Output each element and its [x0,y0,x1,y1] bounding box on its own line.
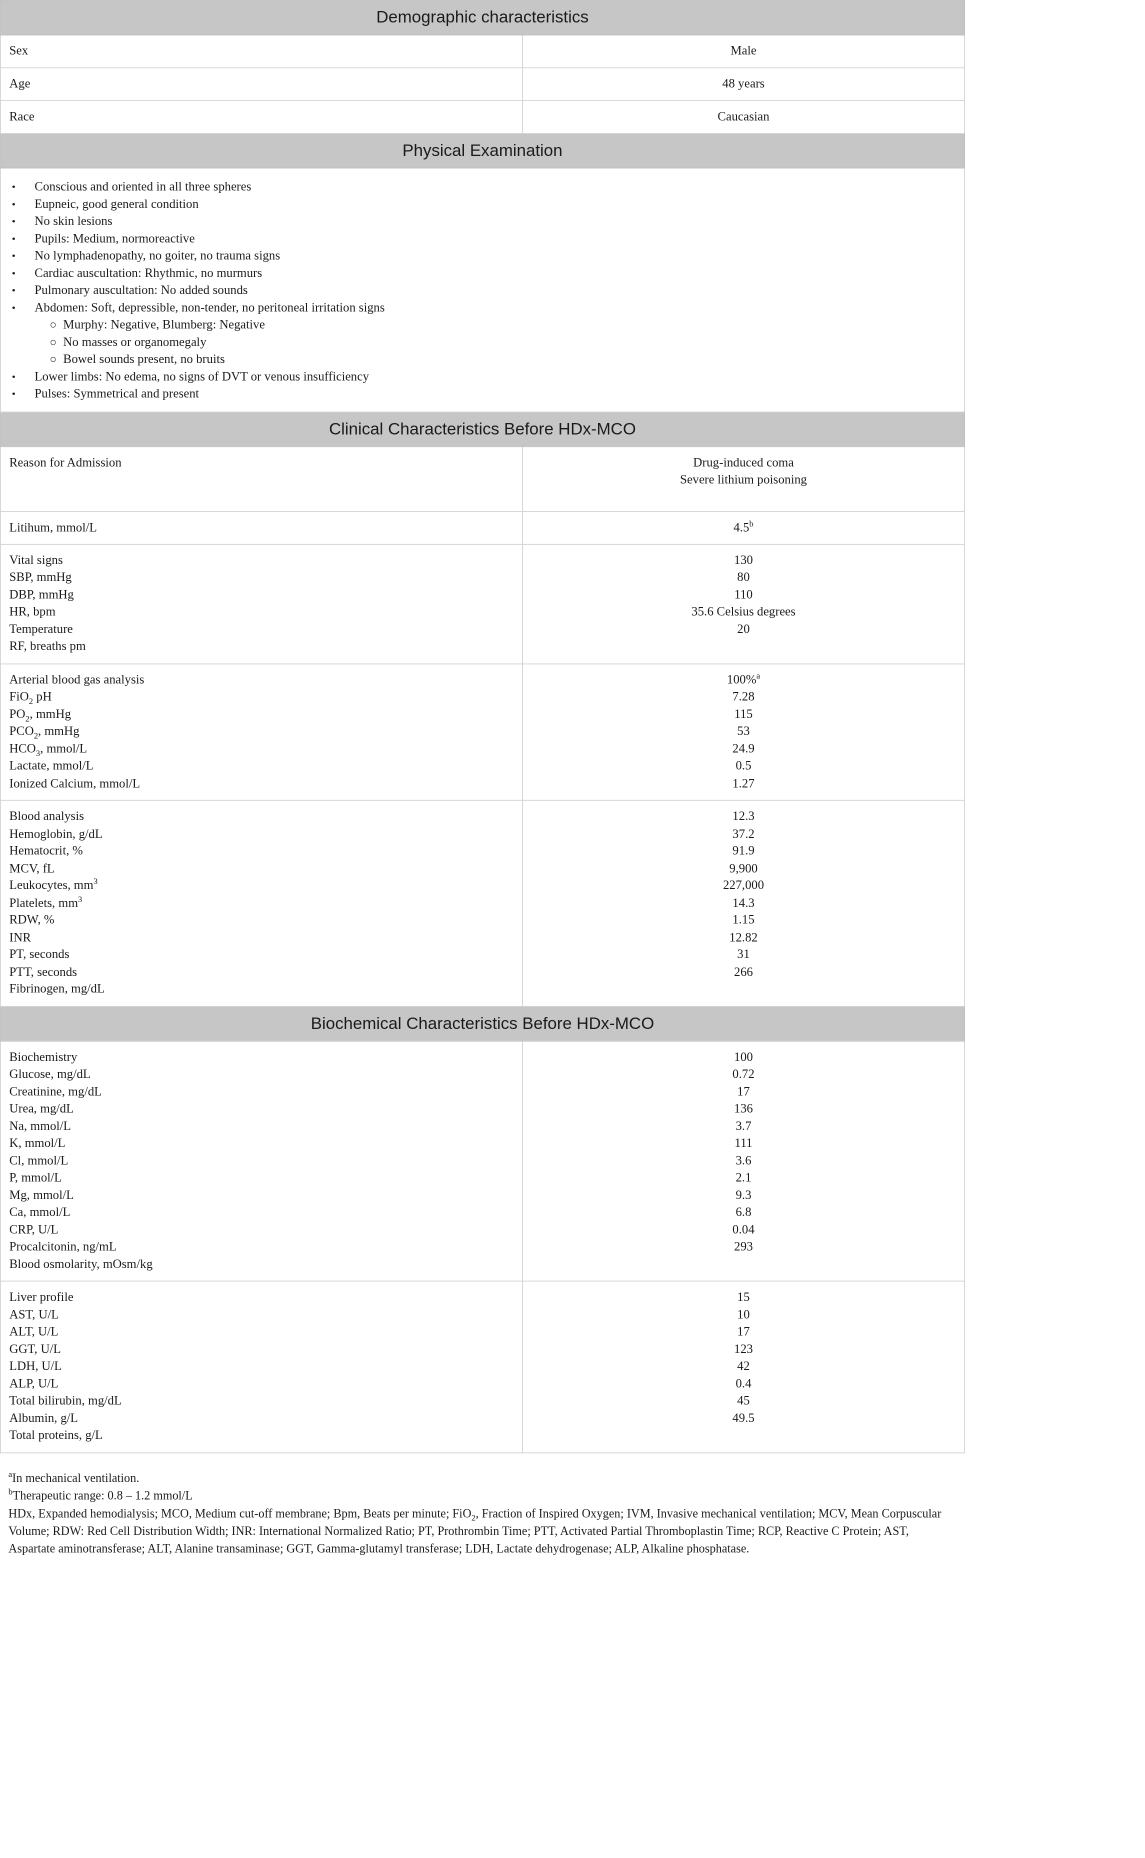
line-item: 293 [734,1240,753,1254]
line-item: 100 [734,1050,753,1064]
section-header-demographic: Demographic characteristics [0,0,964,35]
table-row [0,446,964,511]
line-item: HR, bpm [9,605,56,619]
abbreviations: HDx, Expanded hemodialysis; MCO, Medium cut-off membrane; Bpm, Beats per minute; FiO$_2$, Fraction of Inspired Oxygen; IVM, Invasive mechanical ventilation; MCV, Mean Corpuscular Volume; RDW: Red Cell Distribution Width; INR: International Normalized Ratio; PT, Prothrombin Time; PTT, Activated Partial Thromboplastin Time; RCP, Reactive C Protein; AST, Aspartate aminotransferase; ALT, Alanine transaminase; GGT, Gamma-glutamyl transferase; LDH, Lactate dehydrogenase; ALP, Alkaline phosphatase. [8,1506,942,1556]
line-item: 14.3 [732,896,755,910]
line-item: K, mmol/L [9,1136,66,1151]
line-item: 130 [734,553,753,568]
admission-value-2: Severe lithium poisoning [679,473,807,487]
line-item: CRP, U/L [9,1223,59,1237]
line-item: Na, mmol/L [9,1119,72,1133]
line-item: 31 [737,948,750,962]
line-item: 42 [737,1359,750,1374]
line-item: Blood osmolarity, mOsm/kg [9,1257,153,1271]
line-item: LDH, U/L [9,1359,62,1374]
row-label: Reason for Admission [0,446,522,511]
list-item: • Pulmonary auscultation: No added sounds [9,282,955,299]
table-row [0,35,964,68]
line-item: DBP, mmHg [9,588,74,602]
line-item: 3.6 [735,1153,752,1168]
table-row [0,511,964,544]
line-item: 3.7 [735,1119,752,1133]
line-item: AST, U/L [9,1308,59,1322]
line-item: 136 [734,1102,753,1116]
row-value: 48 years [522,68,964,101]
line-item: 91.9 [732,844,755,858]
list-item: • Abdomen: Soft, depressible, non-tender, no peritoneal irritation signs [9,299,955,316]
list-item: • Conscious and oriented in all three spheres [9,179,955,196]
list-item: • Pupils: Medium, normoreactive [9,230,955,247]
line-item: SBP, mmHg [9,570,72,585]
chem-values [522,1041,964,1281]
liver-values [522,1281,964,1452]
section-header-clinical: Clinical Characteristics Before HDx-MCO [0,412,964,447]
line-item: 266 [734,965,753,979]
line-item: 123 [734,1342,753,1357]
line-item: 80 [737,570,750,585]
line-item: Creatinine, mg/dL [9,1084,102,1099]
line-item: 110 [734,588,753,602]
physical-exam-cell [0,168,964,412]
vitals-labels [0,544,522,664]
table-row [0,168,964,412]
line-item: 0.4 [735,1377,752,1391]
sub-list-item: ○ Bowel sounds present, no bruits [9,351,955,368]
line-item: Total bilirubin, mg/dL [9,1394,122,1408]
liver-labels [0,1281,522,1452]
footnotes [0,1453,964,1558]
line-item: 227,000 [722,879,765,893]
line-item: Total proteins, g/L [9,1428,103,1443]
line-item: Liver profile [9,1290,74,1305]
list-item: • Eupneic, good general condition [9,196,955,213]
table-row [0,68,964,101]
line-item: Biochemistry [9,1050,78,1064]
physical-exam-list [9,179,955,403]
footnote-a: $^a$In mechanical ventilation. [8,1469,140,1485]
line-item: ALP, U/L [9,1377,59,1391]
abg-values: 100%$^a$ 7.28 115 53 24.9 0.5 1.27 [522,663,964,800]
line-item: Albumin, g/L [9,1411,79,1426]
row-value [522,446,964,511]
line-item: 37.2 [732,827,755,841]
line-item: Procalcitonin, ng/mL [9,1240,117,1254]
line-item: 49.5 [732,1411,755,1426]
table-row [0,663,964,800]
line-item: Urea, mg/dL [9,1102,74,1116]
line-item: 20 [737,622,750,637]
line-item: P, mmol/L [9,1171,62,1185]
line-item: Mg, mmol/L [9,1188,74,1202]
line-item: 17 [737,1084,750,1099]
abg-labels: Arterial blood gas analysis FiO$_2$ pH $PO_2$, mmHg $PCO_2$, mmHg $HCO_3$, mmol/L Lactate, mmol/L Ionized Calcium, mmol/L [0,663,522,800]
line-item: 35.6 Celsius degrees [691,605,796,619]
line-item: 12.3 [732,810,755,824]
line-item: RF, breaths pm [9,639,86,654]
line-item: Vital signs [9,553,63,568]
sub-list-item: ○ No masses or organomegaly [9,334,955,351]
line-item: Temperature [9,622,73,637]
footnote-b: $^b$Therapeutic range: 0.8 – 1.2 mmol/L [8,1487,193,1503]
blood-labels: Blood analysis Hemoglobin, g/dL Hematocrit, % MCV, fL Leukocytes, $mm^3$ Platelets, $mm^3$ RDW, % INR PT, seconds PTT, seconds Fibrinogen, mg/dL [0,800,522,1006]
line-item: ALT, U/L [9,1325,59,1339]
list-item: • No lymphadenopathy, no goiter, no trauma signs [9,248,955,265]
row-label: Age [0,68,522,101]
line-item: 6.8 [735,1205,752,1220]
row-label: Sex [0,35,522,68]
line-item: 0.04 [732,1223,755,1237]
table-row [0,101,964,134]
row-value: Caucasian [522,101,964,134]
admission-value-1: Drug-induced coma [693,455,794,470]
line-item: 12.82 [729,930,758,945]
list-item: • No skin lesions [9,213,955,230]
list-item: • Cardiac auscultation: Rhythmic, no murmurs [9,265,955,282]
line-item: 15 [737,1290,750,1305]
row-value: 4.5$^b$ [522,511,964,544]
list-item: • Lower limbs: No edema, no signs of DVT or venous insufficiency [9,368,955,385]
table-row [0,800,964,1006]
row-label: Race [0,101,522,134]
line-item: GGT, U/L [9,1342,61,1357]
line-item: 2.1 [735,1171,752,1185]
section-header-biochemical: Biochemical Characteristics Before HDx-MCO [0,1006,964,1041]
line-item: 17 [737,1325,750,1339]
row-label: Litihum, mmol/L [0,511,522,544]
line-item: 10 [737,1308,750,1322]
line-item: Glucose, mg/dL [9,1067,91,1082]
line-item: 1.15 [732,913,755,928]
sub-list-item: ○ Murphy: Negative, Blumberg: Negative [9,317,955,334]
blood-values [522,800,964,1006]
line-item: 9,900 [729,861,758,876]
vitals-values [522,544,964,664]
line-item: 0.72 [732,1067,755,1082]
table-row [0,1281,964,1452]
list-item: • Pulses: Symmetrical and present [9,386,955,403]
line-item: 111 [734,1136,753,1151]
table-row [0,1041,964,1281]
table-row [0,544,964,664]
chem-labels [0,1041,522,1281]
line-item: 45 [737,1394,750,1408]
section-header-physical: Physical Examination [0,133,964,168]
line-item: Cl, mmol/L [9,1153,69,1168]
line-item: 9.3 [735,1188,752,1202]
line-item: Ca, mmol/L [9,1205,71,1220]
row-value: Male [522,35,964,68]
